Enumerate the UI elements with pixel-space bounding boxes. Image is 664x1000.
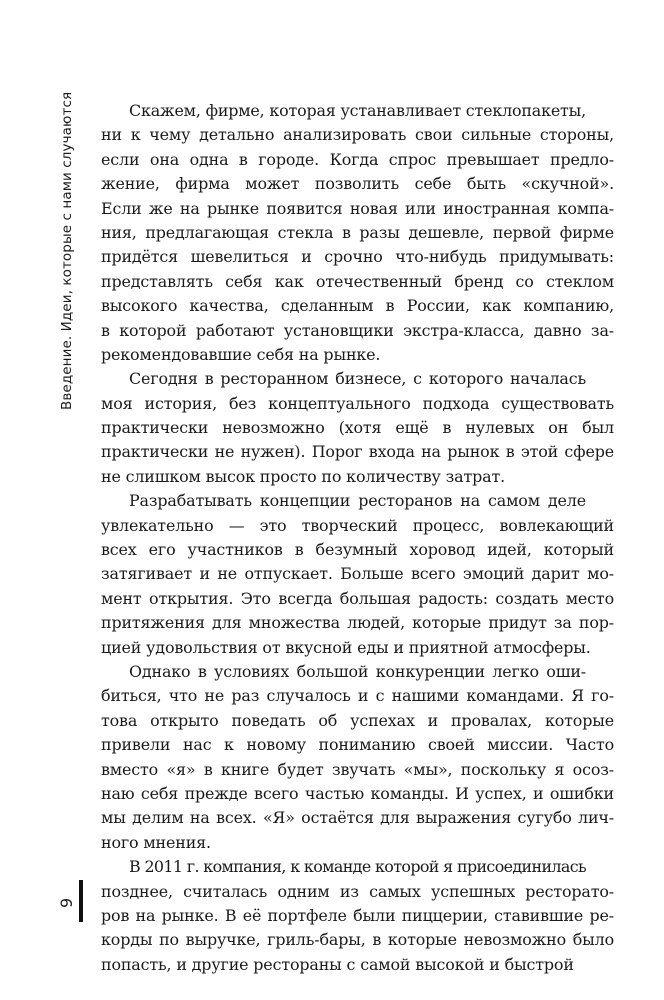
text-line: Разрабатывать концепции ресторанов на самом деле: [129, 491, 586, 511]
text-line: затягивает и не отпускает. Больше всего эмоций дарит мо-: [101, 564, 614, 584]
text-line: высокого качества, сделанным в России, как компанию,: [101, 296, 614, 316]
text-line: ни к чему детально анализировать свои сильные стороны,: [101, 125, 614, 145]
text-line: Если же на рынке появится новая или иностранная компа-: [101, 198, 614, 218]
running-head: [57, 91, 77, 410]
text-line: всех его участников в безумный хоровод идей, который: [101, 540, 614, 560]
text-line: попасть, и другие рестораны с самой высокой и быстрой: [101, 954, 574, 974]
text-line: увлекательно — это творческий процесс, вовлекающий: [101, 515, 614, 535]
text-line: жение, фирма может позволить себе быть «скучной».: [101, 174, 614, 194]
text-line: позднее, считалась одним из самых успешных ресторато-: [101, 881, 614, 901]
paragraph: [101, 660, 614, 855]
text-line: представлять себя как отечественный бренд со стеклом: [101, 271, 614, 291]
page-number-text: 9: [57, 897, 76, 908]
text-line: не слишком высок просто по количеству затрат.: [101, 466, 506, 486]
text-line: цией удовольствия от вкусной еды и приятной атмосферы.: [101, 637, 591, 657]
text-line: притяжения для множества людей, которые придут за пор-: [101, 613, 614, 633]
text-line: В 2011 г. компания, к команде которой я присоединилась: [129, 857, 587, 877]
text-line: Скажем, фирме, которая устанавливает стеклопакеты,: [129, 101, 587, 120]
page-number-bar: [79, 880, 83, 922]
text-line: Однако в условиях большой конкуренции легко оши-: [129, 661, 586, 681]
paragraph: [101, 367, 614, 489]
page-number: [56, 888, 78, 910]
text-line: наю себя прежде всего частью команды. И успех, и ошибки: [101, 783, 614, 803]
running-head-text: Введение. Идеи, которые с нами случаются: [59, 91, 75, 410]
text-line: моя история, без концептуального подхода существовать: [101, 393, 614, 413]
text-line: придётся шевелиться и срочно что-нибудь придумывать:: [101, 247, 614, 267]
paragraph: [101, 855, 614, 977]
text-line: вместо «я» в книге будет звучать «мы», поскольку я осоз-: [101, 759, 614, 779]
paragraph: [101, 489, 614, 660]
text-line: ров на рынке. В её портфеле были пиццерии, ставившие ре-: [101, 905, 614, 925]
text-line: ного мнения.: [101, 832, 211, 852]
text-line: рекомендовавшие себя на рынке.: [101, 344, 381, 364]
text-line: това открыто поведать об успехах и провалах, которые: [101, 710, 614, 730]
text-line: биться, что не раз случалось и с нашими командами. Я го-: [101, 686, 614, 706]
text-line: ния, предлагающая стекла в разы дешевле, первой фирме: [101, 222, 614, 242]
text-line: мент открытия. Это всегда большая радость: создать место: [101, 588, 614, 608]
body-text: [101, 99, 614, 977]
text-line: в которой работают установщики экстра-класса, давно за-: [101, 320, 614, 340]
text-line: Сегодня в ресторанном бизнесе, с которого началась: [129, 369, 586, 389]
paragraph: [101, 99, 614, 367]
text-line: практически не нужен). Порог входа на рынок в этой сфере: [101, 442, 614, 462]
text-line: мы делим на всех. «Я» остаётся для выражения сугубо лич-: [101, 808, 614, 828]
text-line: привели нас к новому пониманию своей миссии. Часто: [101, 735, 614, 755]
text-line: практически невозможно (хотя ещё в нулевых он был: [101, 418, 614, 438]
text-line: если она одна в городе. Когда спрос превышает предло-: [101, 149, 614, 169]
text-line: корды по выручке, гриль-бары, в которые невозможно было: [101, 930, 614, 950]
